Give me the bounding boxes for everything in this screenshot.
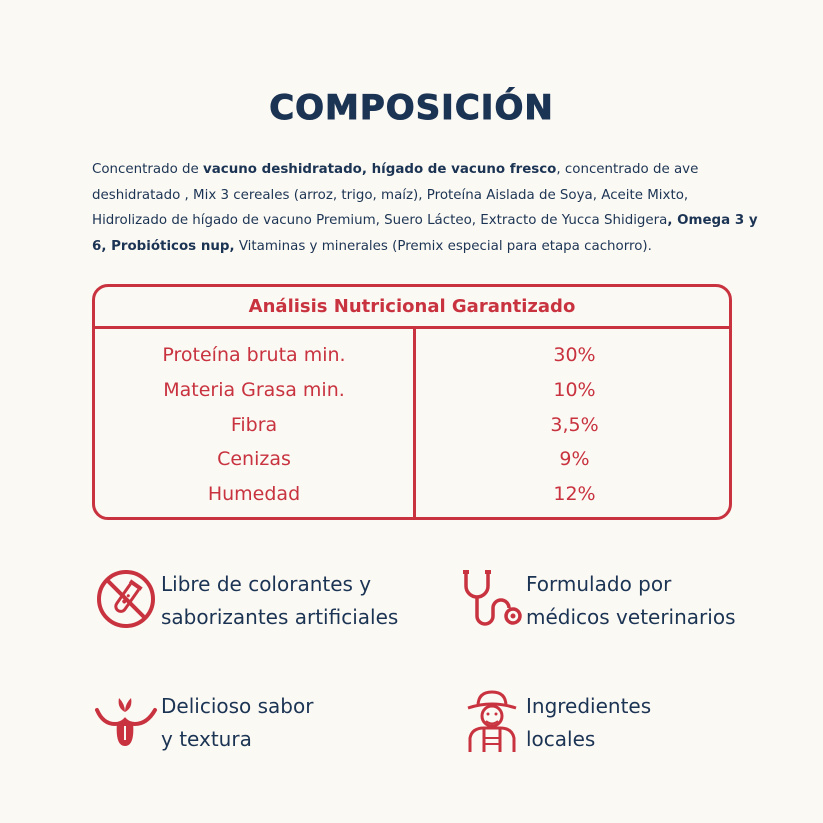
farmer-icon: [460, 690, 524, 754]
feature-line: Delicioso sabor: [161, 694, 314, 718]
nutrient-label: Cenizas: [217, 448, 291, 470]
nutrient-value: 30%: [553, 344, 596, 366]
feature-text: [161, 690, 313, 756]
feature-vets: [460, 568, 760, 638]
feature-text: [161, 568, 398, 634]
table-row: [95, 483, 729, 518]
table-row: [95, 448, 729, 483]
feature-line: Ingredientes: [526, 694, 652, 718]
nutrient-label: Materia Grasa min.: [163, 379, 345, 401]
nutrient-value: 9%: [559, 448, 590, 470]
nutrition-table: [92, 284, 732, 520]
composition-segment-bold: vacuno deshidratado, hígado de vacuno fresco: [203, 162, 557, 177]
composition-text: [92, 157, 762, 259]
feature-line: Libre de colorantes y: [161, 572, 372, 596]
dog-tongue-icon: [95, 690, 159, 754]
stethoscope-icon: [460, 568, 524, 632]
feature-flavor: [95, 690, 355, 760]
feature-text: [526, 568, 735, 634]
composition-segment-bold: , Omega 3 y 6, Probióticos nup,: [92, 213, 758, 254]
feature-text: [526, 690, 651, 756]
table-row: [95, 344, 729, 379]
nutrition-table-body: [95, 329, 729, 517]
nutrient-value: 3,5%: [550, 414, 599, 436]
feature-line: y textura: [161, 727, 252, 751]
feature-line: Formulado por: [526, 572, 672, 596]
page-title: COMPOSICIÓN: [269, 88, 554, 128]
feature-no-colorants: [95, 568, 415, 638]
feature-line: locales: [526, 727, 596, 751]
nutrient-label: Humedad: [207, 483, 301, 505]
feature-line: saborizantes artificiales: [161, 605, 399, 629]
nutrient-label: Fibra: [230, 414, 278, 436]
table-row: [95, 379, 729, 414]
composition-segment: , concentrado de ave deshidratado , Mix 3 cereales (arroz, trigo, maíz), Proteína Aislada de Soya, Aceite Mixto, Hidrolizado de hígado de vacuno Premium, Suero Lácteo, Extracto de Yucca Shidigera: [92, 162, 699, 228]
nutrient-label: Proteína bruta min.: [162, 344, 346, 366]
nutrient-value: 12%: [553, 483, 596, 505]
feature-line: médicos veterinarios: [526, 605, 736, 629]
nutrition-table-header: Análisis Nutricional Garantizado: [95, 287, 729, 329]
no-test-tube-icon: [95, 568, 159, 632]
feature-local: [460, 690, 720, 760]
composition-segment: Concentrado de: [92, 162, 204, 177]
composition-segment: Vitaminas y minerales (Premix especial para etapa cachorro).: [234, 238, 652, 254]
table-row: [95, 414, 729, 449]
nutrient-value: 10%: [553, 379, 596, 401]
